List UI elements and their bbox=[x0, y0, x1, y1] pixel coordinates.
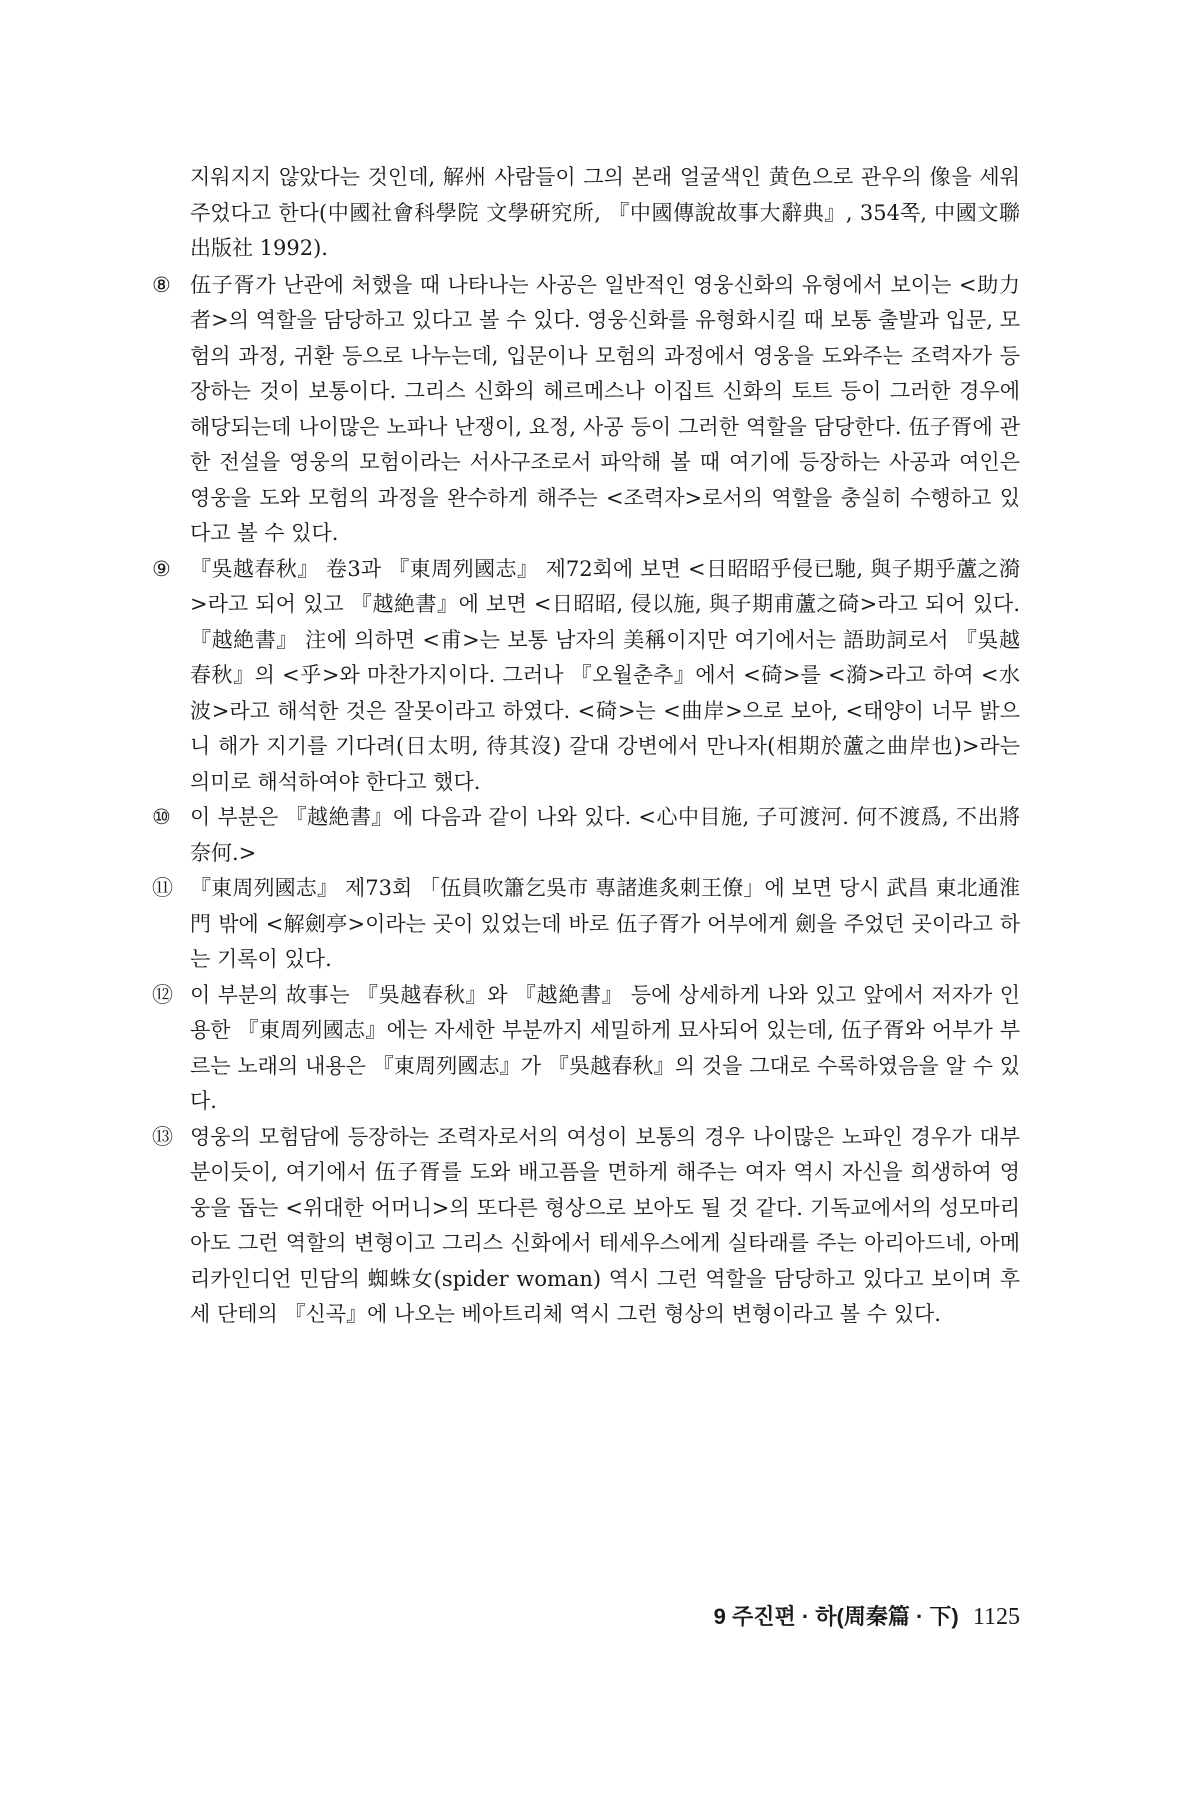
endnote-8 bbox=[150, 268, 1020, 552]
endnote-number: ⑬ bbox=[152, 1124, 173, 1149]
page-footer bbox=[714, 1600, 1020, 1631]
endnote-11 bbox=[150, 871, 1020, 978]
endnote-13 bbox=[150, 1120, 1020, 1333]
notes-section bbox=[150, 160, 1020, 1333]
endnote-9 bbox=[150, 552, 1020, 801]
continued-paragraph: 지워지지 않았다는 것인데, 解州 사람들이 그의 본래 얼굴색인 黄色으로 관우의 像을 세워주었다고 한다(中國社會科學院 文學硏究所, 『中國傳說故事大辭典』, 354쪽, 中國文聯出版社 1992). bbox=[190, 165, 1020, 260]
endnote-10 bbox=[150, 800, 1020, 871]
running-footer-chapter: 9 주진편 · 하(周秦篇 · 下) bbox=[713, 1604, 959, 1629]
endnote-number: ⑧ bbox=[152, 272, 171, 297]
endnote-number: ⑫ bbox=[152, 982, 173, 1007]
endnote-text: 伍子胥가 난관에 처했을 때 나타나는 사공은 일반적인 영웅신화의 유형에서 보이는 <助力者>의 역할을 담당하고 있다고 볼 수 있다. 영웅신화를 유형화시킬 때 보통 출발과 입문, 모험의 과정, 귀환 등으로 나누는데, 입문이나 모험의 과정에서 영웅을 도와주는 조력자가 등장하는 것이 보통이다. 그리스 신화의 헤르메스나 이집트 신화의 토트 등이 그러한 경우에 해당되는데 나이많은 노파나 난쟁이, 요정, 사공 등이 그러한 역할을 담당한다. 伍子胥에 관한 전설을 영웅의 모험이라는 서사구조로서 파악해 볼 때 여기에 등장하는 사공과 여인은 영웅을 도와 모험의 과정을 완수하게 해주는 <조력자>로서의 역할을 충실히 수행하고 있다고 볼 수 있다. bbox=[190, 272, 1020, 545]
endnote-text: 이 부분의 故事는 『吳越春秋』와 『越絶書』 등에 상세하게 나와 있고 앞에서 저자가 인용한 『東周列國志』에는 자세한 부분까지 세밀하게 묘사되어 있는데, 伍子胥와 어부가 부르는 노래의 내용은 『東周列國志』가 『吳越春秋』의 것을 그대로 수록하였음을 알 수 있다. bbox=[190, 982, 1020, 1113]
endnote-number: ⑪ bbox=[152, 876, 173, 900]
endnote-text: 『吳越春秋』 卷3과 『東周列國志』 제72회에 보면 <日昭昭乎侵已馳, 與子期乎蘆之漪>라고 되어 있고 『越絶書』에 보면 <日昭昭, 侵以施, 與子期甫蘆之碕>라고 되어 있다. 『越絶書』 注에 의하면 <甫>는 보통 남자의 美稱이지만 여기에서는 語助詞로서 『吳越春秋』의 <乎>와 마찬가지이다. 그러나 『오월춘추』에서 <碕>를 <漪>라고 하여 <水波>라고 해석한 것은 잘못이라고 하였다. <碕>는 <曲岸>으로 보아, <태양이 너무 밝으니 해가 지기를 기다려(日太明, 待其沒) 갈대 강변에서 만나자(相期於蘆之曲岸也)>라는 의미로 해석하여야 한다고 했다. bbox=[190, 556, 1020, 794]
endnote-text: 『東周列國志』 제73회 「伍員吹簫乞吳市 專諸進炙刺王僚」에 보면 당시 武昌 東北通淮門 밖에 <解劍亭>이라는 곳이 있었는데 바로 伍子胥가 어부에게 劍을 주었던 곳이라고 하는 기록이 있다. bbox=[190, 876, 1020, 971]
endnote-number: ⑨ bbox=[152, 556, 171, 581]
endnote-text: 영웅의 모험담에 등장하는 조력자로서의 여성이 보통의 경우 나이많은 노파인 경우가 대부분이듯이, 여기에서 伍子胥를 도와 배고픔을 면하게 해주는 여자 역시 자신을 희생하여 영웅을 돕는 <위대한 어머니>의 또다른 형상으로 보아도 될 것 같다. 기독교에서의 성모마리아도 그런 역할의 변형이고 그리스 신화에서 테세우스에게 실타래를 주는 아리아드네, 아메리카인디언 민담의 蜘蛛女(spider woman) 역시 그런 역할을 담당하고 있다고 보이며 후세 단테의 『신곡』에 나오는 베아트리체 역시 그런 형상의 변형이라고 볼 수 있다. bbox=[190, 1124, 1020, 1326]
page-number: 1125 bbox=[972, 1604, 1020, 1630]
endnote-text: 이 부분은 『越絶書』에 다음과 같이 나와 있다. <心中目施, 子可渡河. 何不渡爲, 不出將奈何.> bbox=[190, 805, 1020, 865]
endnote-12 bbox=[150, 978, 1020, 1120]
endnote-number: ⑩ bbox=[152, 805, 171, 829]
